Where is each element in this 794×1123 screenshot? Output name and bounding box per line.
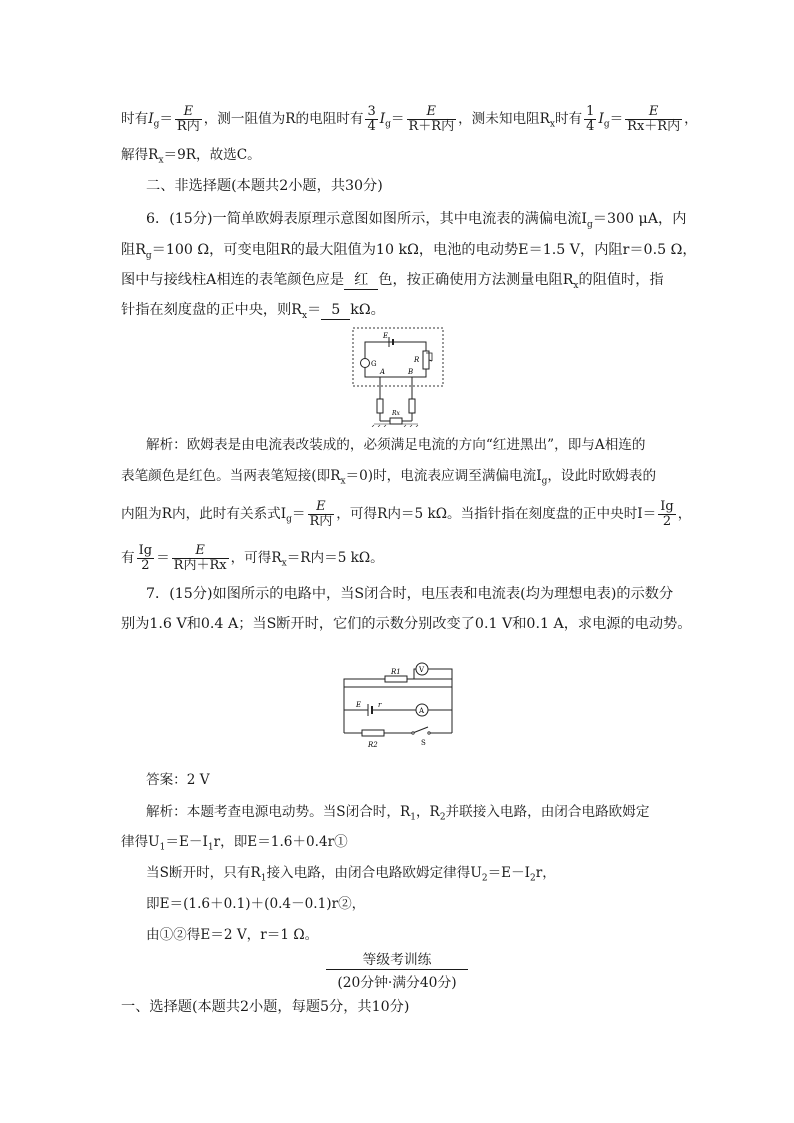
q6-solution-line1: 解析：欧姆表是由电流表改装成的，必须满足电流的方向“红进黑出”，即与A相连的 <box>146 437 646 453</box>
label-R: R <box>414 356 420 364</box>
label-V: V <box>419 666 425 674</box>
variable-resistor <box>423 351 429 369</box>
resistor-Rx <box>390 418 402 424</box>
q7-solution-line2: 律得$U_1=E-I_1r$，即E＝1.6＋0.4r① <box>121 834 348 853</box>
q6-solution-line3: 内阻为R内，此时有关系式$I_g=$ $\frac{E}{\text{R内}}$ ，可得R内＝5 kΩ。当指针指在刻度盘的正中央时I＝ $\frac{Ig}{2}$ ， <box>121 499 692 529</box>
q6-solution-line4: 有 $\frac{Ig}{2}$ ＝ $\frac{E}{\text{R内＋Rx}}$ ，可得$R_x=R$内＝5 kΩ。 <box>121 543 384 573</box>
q6-line4: 针指在刻度盘的正中央，则$R_x= 5$ kΩ。 <box>121 302 385 321</box>
label-R2: R2 <box>368 741 378 749</box>
label-G: G <box>371 360 377 368</box>
q7-solution-line3: 当S断开时，只有$R_1$接入电路，由闭合电路欧姆定律得$U_2=E-I_2r$， <box>146 865 556 884</box>
q6-solution-line2: 表笔颜色是红色。当两表笔短接(即$R_x=0$)时，电流表应调至满偏电流$I_g$，设此时欧姆表的 <box>121 468 657 487</box>
training-title: 等级考训练 <box>362 952 432 968</box>
q6-line2: 阻$R_g=100$ Ω，可变电阻R的最大阻值为10 kΩ，电池的电动势E＝1.5 V，内阻r＝0.5 Ω， <box>121 242 697 261</box>
probe-B <box>409 399 415 413</box>
label-A: A <box>380 368 386 376</box>
q7-line1: 7．(15分)如图所示的电路中，当S闭合时，电压表和电流表(均为理想电表)的示数分 <box>146 586 674 602</box>
label-A: A <box>419 707 425 715</box>
resistor-R1 <box>385 676 407 682</box>
label-Rx: Rx <box>392 410 400 417</box>
q6-blank-color: 红 <box>344 271 378 290</box>
q7-answer: 答案：2 V <box>146 772 210 788</box>
section2-title: 二、非选择题(本题共2小题，共30分) <box>146 178 383 194</box>
resistor-R2 <box>362 730 384 736</box>
section1-title: 一、选择题(本题共2小题，每题5分，共10分) <box>121 999 410 1015</box>
label-R1: R1 <box>391 668 401 676</box>
q6-blank-value: 5 <box>321 301 350 320</box>
label-E: E <box>383 332 389 340</box>
prev-solution-line1: 时有$I_g=$ $\frac{E}{\text{R内}}$ ，测一阻值为R的电阻时有 $\frac{3}{4}$ $I_g=$ $\frac{E}{\text{R＋R内}}$ ，测未知电阻$R_x$时有 $\frac{1}{4}$ $I_g=$ $\frac{E}{\text{Rx＋R内}}$ ， <box>121 104 698 134</box>
training-subtitle: (20分钟·满分40分) <box>337 975 457 991</box>
label-E: E <box>356 701 362 709</box>
label-S: S <box>421 739 426 747</box>
q7-solution-line4: 即E＝(1.6＋0.1)＋(0.4－0.1)r②， <box>146 896 366 912</box>
switch-S <box>414 727 428 733</box>
q7-circuit-figure <box>338 655 460 755</box>
label-r: r <box>378 701 382 709</box>
q7-solution-line1: 解析：本题考查电源电动势。当S闭合时，$R_1$，$R_2$并联接入电路，由闭合电路欧姆定 <box>146 804 650 823</box>
training-divider <box>326 969 468 970</box>
q6-line3: 图中与接线柱A相连的表笔颜色应是 红 色，按正确使用方法测量电阻$R_x$的阻值时，指 <box>121 272 664 291</box>
q6-line1: 6．(15分)一简单欧姆表原理示意图如图所示，其中电流表的满偏电流$I_g=300$ μA，内 <box>146 211 687 230</box>
galvanometer-icon <box>361 359 370 368</box>
q7-line2: 别为1.6 V和0.4 A；当S断开时，它们的示数分别改变了0.1 V和0.1 A，求电源的电动势。 <box>121 616 692 632</box>
probe-A <box>377 399 383 413</box>
q7-solution-line5: 由①②得E＝2 V，r＝1 Ω。 <box>146 927 319 943</box>
prev-solution-line2: 解得$R_x=9R$，故选C。 <box>121 147 261 166</box>
q6-circuit-figure <box>350 325 450 427</box>
label-B: B <box>408 368 414 376</box>
